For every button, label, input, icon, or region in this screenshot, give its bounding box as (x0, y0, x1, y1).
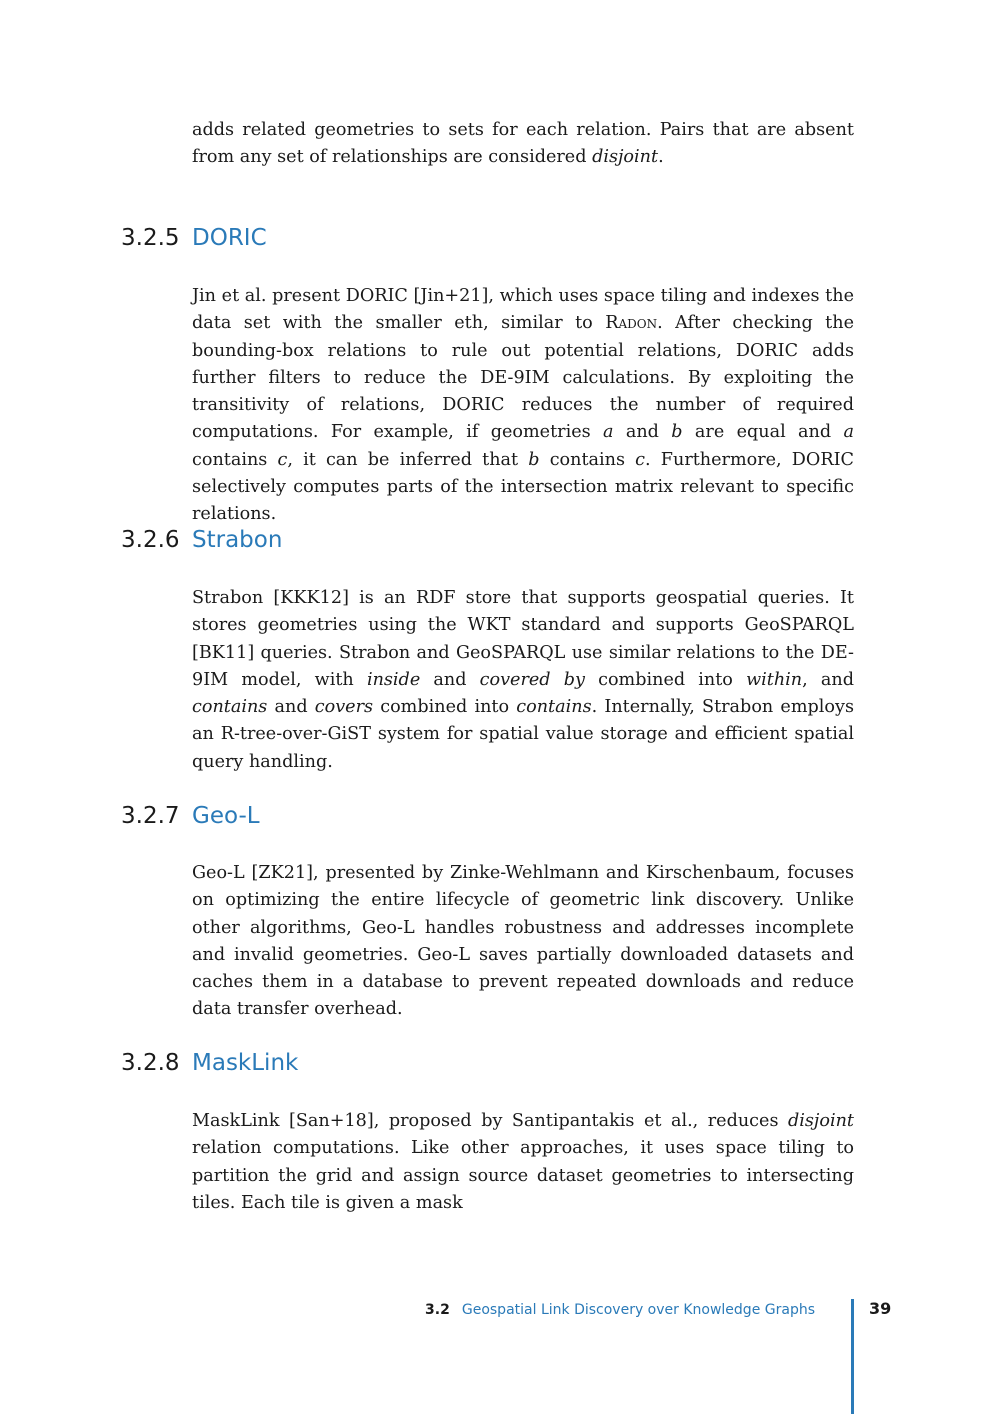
text: . Internally, Strabon employs an R-tree-over-GiST system for spatial value storage and efficient spatial query handling. (192, 697, 854, 772)
intro-text: adds related geometries to sets for each relation. Pairs that are absent from any set of relationships are considered (192, 120, 854, 168)
text: , it can be inferred that (287, 449, 529, 470)
math-var: b (528, 449, 540, 470)
section-title: Strabon (192, 527, 283, 553)
emphasis: within (746, 669, 803, 690)
emphasis: inside (366, 669, 421, 690)
text: contains (192, 449, 278, 470)
emphasis: contains (516, 697, 592, 718)
emphasis: disjoint (788, 1111, 854, 1131)
section-number: 3.2.5 (121, 225, 180, 251)
section-title: Geo-L (192, 803, 260, 829)
section-heading-strabon (121, 524, 282, 556)
doric-paragraph (192, 283, 854, 529)
text: are equal and (682, 422, 844, 443)
section-title: DORIC (192, 225, 267, 251)
strabon-paragraph (192, 585, 854, 776)
page-number: 39 (869, 1299, 892, 1318)
text: combined into (373, 697, 517, 718)
section-heading-doric (121, 222, 267, 254)
intro-emphasis: disjoint (592, 147, 659, 168)
emphasis: contains (192, 697, 268, 718)
text: . After checking the bounding-box relations to rule out potential relations, DORIC adds further filters to reduce the DE-9IM calculations. By exploiting the transitivity of relations, DORIC reduces the number of required computations. For example, if geometries (192, 313, 854, 443)
text: and (613, 422, 672, 443)
geo-l-paragraph: Geo-L [ZK21], presented by Zinke-Wehlmann and Kirschenbaum, focuses on optimizing the entire lifecycle of geometric link discovery. Unlike other algorithms, Geo-L handles robustness and addresses incomplete and invalid geometries. Geo-L saves partially downloaded datasets and caches them in a database to prevent repeated downloads and reduce data transfer overhead. (192, 863, 854, 1020)
math-var: c (635, 449, 646, 470)
section-title: MaskLink (192, 1050, 299, 1076)
text: Strabon [KKK12] is an RDF store that supports geospatial queries. It stores geometries using the WKT standard and supports GeoSPARQL [BK11] queries. Strabon and GeoSPARQL use similar relations to the DE-9IM model, with (192, 588, 854, 690)
math-var: a (843, 422, 854, 443)
text: combined into (584, 669, 747, 690)
text: MaskLink [San+18], proposed by Santipantakis et al., reduces (192, 1111, 788, 1131)
section-heading-masklink (121, 1047, 298, 1079)
intro-text-end: . (658, 147, 664, 168)
text: Jin et al. present DORIC [Jin+21], which uses space tiling and indexes the data set with the smaller eth, similar to (192, 286, 854, 334)
text: relation computations. Like other approaches, it uses space tiling to partition the grid and assign source dataset geometries to intersecting tiles. Each tile is given a mask (192, 1138, 854, 1213)
text: , and (802, 669, 854, 690)
emphasis: covers (314, 697, 374, 718)
masklink-paragraph (192, 1108, 854, 1217)
footer-section-number: 3.2 (425, 1302, 450, 1318)
section-number: 3.2.6 (121, 527, 180, 553)
running-footer (425, 1300, 815, 1320)
math-var: c (277, 449, 288, 470)
text: contains (539, 449, 636, 470)
footer-section-title: Geospatial Link Discovery over Knowledge Graphs (461, 1302, 815, 1318)
math-var: b (671, 422, 683, 443)
text: and (267, 697, 315, 718)
footer-divider-bar (851, 1299, 854, 1414)
section-heading-geo-l (121, 800, 260, 832)
text: . Furthermore, DORIC selectively computes parts of the intersection matrix relevant to specific relations. (192, 449, 854, 525)
emphasis: covered by (479, 669, 585, 690)
section-number: 3.2.7 (121, 803, 180, 829)
math-var: a (603, 422, 614, 443)
section-number: 3.2.8 (121, 1050, 180, 1076)
text: and (420, 669, 480, 690)
intro-paragraph (192, 117, 854, 172)
radon-smallcaps: Radon (605, 313, 658, 334)
